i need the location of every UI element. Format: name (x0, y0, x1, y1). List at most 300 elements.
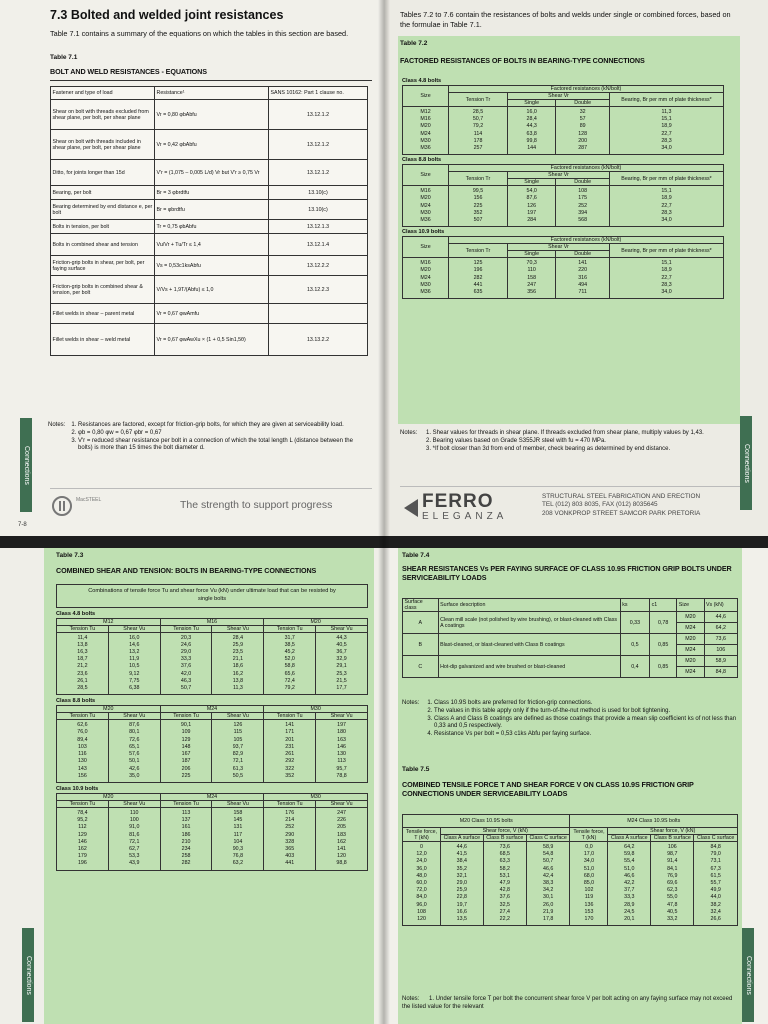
table-7-1 (50, 86, 368, 356)
value-cell: 26,6 (710, 916, 721, 923)
load-cell: Friction-grip bolts in shear, per bolt, per faying surface (51, 256, 155, 276)
bearing-column (610, 186, 724, 227)
value-cell: 84,0 (416, 894, 427, 901)
value-cell: 145 (233, 817, 243, 824)
data-row (57, 807, 368, 870)
value-column (441, 842, 484, 926)
value-cell: 186 (181, 831, 191, 838)
data-row (403, 107, 724, 155)
size-cell: M24 (677, 667, 704, 678)
value-cell: 137 (181, 817, 191, 824)
value-column (483, 842, 526, 926)
shear-header: Shear Vu (108, 713, 160, 720)
table-7-3-title: COMBINED SHEAR AND TENSION: BOLTS IN BEARING-TYPE CONNECTIONS (56, 566, 317, 575)
value-cell: 91,0 (129, 824, 140, 831)
value-cell: 18,7 (77, 656, 88, 663)
value-cell: 26,1 (77, 677, 88, 684)
table-row (51, 186, 368, 200)
value-cell: 18,6 (232, 663, 244, 670)
value-cell: 16,2 (232, 670, 244, 677)
value-cell: 79,2 (284, 685, 295, 692)
section-heading: 7.3 Bolted and welded joint resistances (50, 8, 284, 22)
value-cell: 34,2 (543, 887, 554, 894)
double-header: Double (556, 179, 610, 186)
tensile-header: Tensile force, T (kN) (570, 828, 608, 842)
value-cell: 24,6 (180, 641, 192, 648)
value-cell: 51,0 (583, 865, 595, 872)
sizes-column (403, 258, 449, 299)
value-cell: 27,4 (499, 908, 510, 915)
value-cell: 176 (285, 809, 295, 816)
class-table (402, 164, 724, 227)
value-cell: 87,6 (129, 722, 140, 729)
value-cell: 70,3 (526, 260, 537, 267)
load-cell: Shear on bolt with threads excluded from shear plane, per bolt, per shear plane (51, 100, 155, 130)
column-header: Vs (kN) (704, 599, 738, 612)
note-item: 3. *If bolt closer than 3d from end of member, check bearing as determined by end distance. (426, 445, 671, 452)
value-cell: 130 (337, 751, 346, 758)
surface-class-cell: C (403, 656, 439, 678)
value-cell: 20,3 (180, 634, 192, 641)
factored-header: Factored resistances (kN/bolt) (449, 86, 724, 93)
value-column (57, 807, 109, 870)
table-7-4-number: Table 7.4 (402, 552, 430, 559)
value-cell: 72,1 (232, 758, 244, 765)
value-cell: 129 (181, 736, 191, 743)
value-cell: 494 (578, 281, 588, 288)
table-row (51, 130, 368, 160)
value-cell: 109 (181, 729, 191, 736)
value-column (608, 842, 651, 926)
value-cell: 13,5 (456, 916, 467, 923)
notes-7-1: Notes: 1. Resistances are factored, except for friction-grip bolts, for which they are given at serviceability load. 2. φb = 0,80 φw = 0,67 φbr = 0,67 3. V'r = reduced shear resistance per bolt in a connection of which the total length L (distance between the bolts) is more than 15 times the bolt diameter d. (48, 422, 366, 453)
load-cell: Bolts in combined shear and tension (51, 234, 155, 256)
resistance-cell: Tr = 0,75 φbAbfu (155, 220, 269, 234)
size-header: M30 (264, 706, 368, 713)
value-cell: 441 (473, 281, 483, 288)
double-column (556, 258, 610, 299)
value-cell: 205 (337, 824, 346, 831)
value-cell: 36,7 (336, 649, 347, 656)
value-cell: M36 (420, 145, 431, 152)
value-cell: 76,9 (667, 872, 678, 879)
class-table (56, 618, 368, 696)
value-cell: 69,6 (667, 880, 678, 887)
value-cell: 59,8 (624, 851, 635, 858)
value-cell: 37,6 (499, 894, 510, 901)
value-cell: M30 (420, 209, 431, 216)
table-row (51, 324, 368, 356)
c1-cell: 0,85 (650, 634, 677, 656)
value-cell: M20 (420, 195, 431, 202)
value-cell: 25,9 (232, 641, 244, 648)
value-cell: 55,0 (667, 894, 678, 901)
value-cell: 91,4 (667, 858, 678, 865)
size-header: M20 (57, 793, 161, 800)
value-cell: 287 (578, 145, 588, 152)
size-cell: M20 (677, 612, 704, 623)
value-cell: 46,6 (624, 872, 635, 879)
value-cell: 42,4 (543, 872, 554, 879)
value-cell: 247 (527, 281, 537, 288)
shear-header: Shear Vr (508, 93, 610, 100)
table-row (403, 612, 738, 623)
value-cell: 53,3 (129, 853, 140, 860)
surface-description-cell: Blast-cleaned, or blast-cleaned with Class B coatings (438, 634, 620, 656)
table-7-4-title: SHEAR RESISTANCES Vs PER FAYING SURFACE OF CLASS 10.9S FRICTION GRIP BOLTS UNDER SERVICEABILITY LOADS (402, 564, 732, 582)
class-table (56, 793, 368, 871)
value-cell: 28,3 (661, 209, 672, 216)
value-cell: 15,1 (661, 188, 672, 195)
surface-header: Class B surface (651, 835, 694, 842)
value-cell: 28,5 (472, 109, 484, 115)
value-cell: 62,7 (129, 845, 140, 852)
table-7-5-title: COMBINED TENSILE FORCE T AND SHEAR FORCE V ON CLASS 10.9S FRICTION GRIP CONNECTIONS UNDER SERVICEABILITY LOADS (402, 780, 694, 798)
value-cell: 18,9 (661, 195, 672, 202)
value-cell: 9,12 (129, 670, 140, 677)
c1-cell: 0,78 (650, 612, 677, 634)
value-cell: 34,0 (661, 145, 672, 152)
value-cell: 110 (130, 809, 139, 816)
value-cell: M12 (420, 109, 431, 115)
ferro-logo: FERRO (422, 491, 494, 512)
value-cell: 34,0 (661, 289, 672, 296)
value-cell: 635 (473, 289, 483, 296)
value-cell: 43,9 (129, 860, 140, 867)
value-cell: 16,0 (129, 634, 140, 641)
class-label: Class 4.8 bolts (402, 78, 442, 84)
value-cell: 16,6 (456, 908, 467, 915)
value-cell: 144 (527, 145, 537, 152)
value-cell: 100 (129, 817, 139, 824)
load-cell: Bearing determined by end distance e, per bolt (51, 200, 155, 220)
value-cell: 79,2 (472, 123, 484, 130)
shear-header: Shear Vu (108, 625, 160, 632)
size-header: Size (403, 165, 449, 186)
table-row (51, 256, 368, 276)
value-cell: 17,0 (583, 851, 595, 858)
tension-header: Tension Tu (264, 713, 316, 720)
value-cell: 98,7 (667, 851, 678, 858)
value-cell: 76,8 (232, 853, 244, 860)
column-header: ks (620, 599, 649, 612)
value-cell: 252 (578, 202, 588, 209)
surface-header: Class A surface (608, 835, 651, 842)
value-cell: 60,0 (416, 880, 427, 887)
value-cell: 28,3 (661, 281, 672, 288)
value-cell: 0 (420, 844, 423, 850)
value-cell: 24,5 (624, 908, 635, 915)
value-cell: 110 (527, 267, 536, 274)
value-cell: 23,5 (232, 649, 244, 656)
value-cell: 79,0 (710, 851, 721, 858)
value-cell: 13,8 (77, 641, 88, 648)
value-cell: 284 (527, 217, 537, 224)
bearing-column (610, 258, 724, 299)
value-cell: 0,0 (585, 844, 593, 850)
resistance-cell: Vr = 0,67 φwAmfu (155, 304, 269, 324)
value-cell: 73,6 (499, 844, 510, 850)
tension-header: Tension Tr (449, 244, 508, 258)
value-cell: 73,1 (710, 858, 721, 865)
table-7-2-number: Table 7.2 (400, 40, 428, 47)
value-cell: 11,9 (129, 656, 140, 663)
address-line: 208 VONKPROP STREET SAMCOR PARK PRETORIA (542, 509, 701, 517)
value-cell: 180 (337, 729, 346, 736)
value-cell: 141 (285, 722, 295, 729)
tension-column (449, 107, 508, 155)
intro-text: Table 7.1 contains a summary of the equations on which the tables in this section are based. (50, 29, 349, 38)
value-cell: 11,4 (77, 634, 88, 641)
note-item: 1. Under tensile force T per bolt the concurrent shear force V per bolt acting on any faying surface may not exceed the listed value for the relevant (402, 996, 733, 1010)
tension-header: Tension Tu (264, 625, 316, 632)
value-cell: 42,8 (499, 887, 510, 894)
value-cell: 93,7 (232, 743, 244, 750)
size-header: Size (403, 237, 449, 258)
single-header: Single (508, 179, 556, 186)
value-column (526, 842, 570, 926)
column-header: SANS 10162: Part 1 clause no. (269, 87, 368, 100)
value-column (160, 720, 212, 783)
value-cell: 352 (473, 209, 483, 216)
vs-cell: 44,6 (704, 612, 738, 623)
surface-header: Class A surface (441, 835, 484, 842)
value-cell: 162 (77, 845, 87, 852)
resistance-cell: Vr = 0,42 φbAbfu (155, 130, 269, 160)
value-cell: 112 (78, 824, 87, 831)
value-cell: 247 (337, 809, 346, 816)
value-cell: 196 (473, 267, 483, 274)
eleganza-logo: ELEGANZA (422, 511, 508, 522)
side-tab-connections: Connections (742, 928, 754, 1022)
value-column (264, 720, 316, 783)
notes-7-2: Notes: 1. Shear values for threads in shear plane. If threads excluded from shear plane, multiply values by 1,43. 2. Bearing values based on Grade S355JR steel with fu = 470 MPa. 3. *If bolt closer than 3d from end of member, check bearing as determined by end distance. (400, 430, 740, 453)
value-cell: 18,9 (661, 123, 672, 130)
value-cell: 32,4 (710, 908, 721, 915)
value-cell: 95,7 (336, 765, 347, 772)
value-cell: 156 (77, 772, 87, 779)
value-cell: 53,1 (499, 872, 510, 879)
value-cell: 322 (285, 765, 295, 772)
value-cell: 78,4 (77, 809, 88, 816)
value-cell: 257 (473, 145, 483, 152)
class-table (56, 705, 368, 783)
value-cell: 44,3 (336, 634, 347, 641)
value-cell: 28,9 (624, 901, 635, 908)
value-cell: 106 (667, 844, 677, 850)
single-header: Single (508, 251, 556, 258)
value-cell: 290 (285, 831, 295, 838)
resistance-cell: Br = φbrdtfu (155, 200, 269, 220)
page-bottom-right (384, 548, 768, 1024)
value-cell: 158 (233, 809, 243, 816)
data-row (403, 258, 724, 299)
value-column (264, 632, 316, 695)
value-cell: M16 (420, 116, 431, 123)
column-header: c1 (650, 599, 677, 612)
value-cell: 50,1 (129, 758, 140, 765)
column-header: Size (677, 599, 704, 612)
value-cell: 178 (473, 137, 483, 144)
page-bottom-left (0, 548, 384, 1024)
page-number: 7-8 (18, 522, 27, 528)
ks-cell: 0,33 (620, 612, 649, 634)
value-cell: 37,7 (624, 887, 635, 894)
value-cell: 50,7 (543, 858, 554, 865)
side-tab-connections: Connections (22, 928, 34, 1022)
value-cell: 129 (77, 831, 87, 838)
clause-cell: 13.12.1.2 (269, 100, 368, 130)
value-column (316, 632, 368, 695)
resistance-cell: Vr = 0,67 φwAwXu × (1 + 0,5 Sin1,5θ) (155, 324, 269, 356)
surface-header: Class C surface (526, 835, 570, 842)
green-panel (44, 548, 374, 1024)
value-cell: 206 (181, 765, 191, 772)
shear-header: Shear Vu (316, 713, 368, 720)
value-cell: 103 (77, 743, 87, 750)
value-column (316, 807, 368, 870)
value-cell: 171 (285, 729, 295, 736)
value-cell: 108 (417, 908, 426, 915)
value-cell: M36 (420, 217, 431, 224)
value-cell: 50,7 (472, 116, 484, 123)
tension-header: Tension Tu (264, 800, 316, 807)
single-column (508, 258, 556, 299)
factored-header: Factored resistances (kN/bolt) (449, 165, 724, 172)
note-item: 3. Class A and Class B coatings are defined as those coatings that provide a mean slip coefficient ks of not less than 0,33 and 0,5 respectively. (434, 716, 738, 732)
value-cell: 38,2 (710, 901, 721, 908)
value-cell: 131 (233, 824, 243, 831)
value-cell: 258 (181, 853, 191, 860)
vs-cell: 58,9 (704, 656, 738, 667)
value-column (212, 807, 264, 870)
double-header: Double (556, 251, 610, 258)
value-cell: 85,0 (583, 880, 595, 887)
tension-column (449, 258, 508, 299)
value-cell: 46,3 (180, 677, 192, 684)
value-cell: 99,5 (472, 188, 484, 195)
shear-header: Shear Vr (508, 172, 610, 179)
value-cell: 32,5 (499, 901, 510, 908)
value-cell: 153 (584, 908, 594, 915)
value-cell: 55,4 (624, 858, 635, 865)
value-cell: 234 (181, 845, 191, 852)
value-cell: M30 (420, 137, 431, 144)
clause-cell: 13.10(c) (269, 200, 368, 220)
value-column (57, 720, 109, 783)
value-column (212, 632, 264, 695)
value-cell: 40,5 (336, 641, 347, 648)
note-item: 2. φb = 0,80 φw = 0,67 φbr = 0,67 (78, 430, 366, 438)
shear-force-header: Shear force, V (kN) (441, 828, 570, 835)
value-cell: 105 (233, 736, 243, 743)
value-cell: 108 (578, 188, 588, 195)
shear-header: Shear Vu (212, 800, 264, 807)
column-header: Resistance¹ (155, 87, 269, 100)
ferro-advert (400, 486, 740, 527)
value-cell: 170 (584, 916, 594, 923)
value-cell: 90,3 (232, 845, 244, 852)
value-cell: 6,38 (129, 685, 140, 692)
value-cell: 72,0 (416, 887, 427, 894)
value-cell: 507 (473, 217, 483, 224)
value-cell: 42,0 (180, 670, 192, 677)
value-cell: 68,0 (583, 872, 595, 879)
value-cell: 226 (337, 817, 346, 824)
value-column (212, 720, 264, 783)
value-cell: M20 (420, 267, 431, 274)
table-7-4 (402, 598, 738, 678)
tension-header: Tension Tu (57, 800, 109, 807)
value-cell: 34,0 (661, 217, 672, 224)
table-7-3 (56, 584, 368, 871)
data-row (57, 632, 368, 695)
value-cell: 35,0 (129, 772, 140, 779)
value-cell: 57,6 (129, 751, 140, 758)
table-row (51, 304, 368, 324)
value-cell: 16,0 (526, 109, 537, 115)
green-panel (398, 36, 740, 424)
value-cell: 28,4 (526, 116, 537, 123)
table-row (51, 276, 368, 304)
value-cell: 42,6 (129, 765, 140, 772)
value-cell: 568 (578, 217, 588, 224)
value-cell: 282 (181, 860, 191, 867)
data-row (403, 186, 724, 227)
value-cell: 80,1 (129, 729, 140, 736)
value-cell: 114 (473, 130, 483, 137)
value-column (57, 632, 109, 695)
value-cell: 72,4 (284, 677, 295, 684)
value-cell: 48,0 (416, 872, 427, 879)
value-cell: 292 (285, 758, 295, 765)
value-cell: 113 (337, 758, 346, 765)
vs-cell: 64,2 (704, 623, 738, 634)
value-cell: 51,0 (624, 865, 635, 872)
shear-header: Shear Vu (316, 800, 368, 807)
value-cell: 225 (181, 772, 191, 779)
value-cell: 15,1 (661, 116, 672, 123)
value-cell: 117 (233, 831, 243, 838)
value-cell: 89 (579, 123, 586, 130)
value-cell: 403 (285, 853, 295, 860)
load-cell: Fillet welds in shear – parent metal (51, 304, 155, 324)
value-cell: 28,4 (232, 634, 244, 641)
value-cell: 22,2 (499, 916, 510, 923)
macsteel-logo-icon (52, 496, 72, 516)
value-cell: 21,1 (232, 656, 244, 663)
value-cell: 220 (578, 267, 588, 274)
class-label: Class 10.9 bolts (56, 785, 99, 792)
value-cell: 28,3 (661, 137, 672, 144)
notes-7-4: Notes: 1. Class 10.9S bolts are preferred for friction-grip connections. 2. The values in this table apply only if the turn-of-the-nut method is used for bolt tightening. 3. Class A and Class B coatings are defined as those coatings that provide a mean slip coefficient ks of not less than 0,33 and 0,5 respectively. 4. Resistance Vs per bolt = 0,53 c1ks Abfu per faying surface. (402, 700, 738, 739)
value-cell: M36 (420, 289, 431, 296)
value-column (694, 842, 738, 926)
tension-header: Tension Tu (160, 625, 212, 632)
value-cell: 183 (337, 831, 346, 838)
ferro-arrow-icon (404, 499, 418, 517)
value-column (570, 842, 608, 926)
value-cell: 90,1 (180, 722, 192, 729)
double-column (556, 186, 610, 227)
value-cell: 21,2 (77, 663, 88, 670)
resistance-cell: Vu/Vr + Tu/Tr ≤ 1,4 (155, 234, 269, 256)
value-cell: 161 (181, 824, 191, 831)
value-cell: 26,0 (543, 901, 554, 908)
value-cell: 146 (337, 743, 346, 750)
single-column (508, 186, 556, 227)
value-cell: 25,3 (336, 670, 347, 677)
